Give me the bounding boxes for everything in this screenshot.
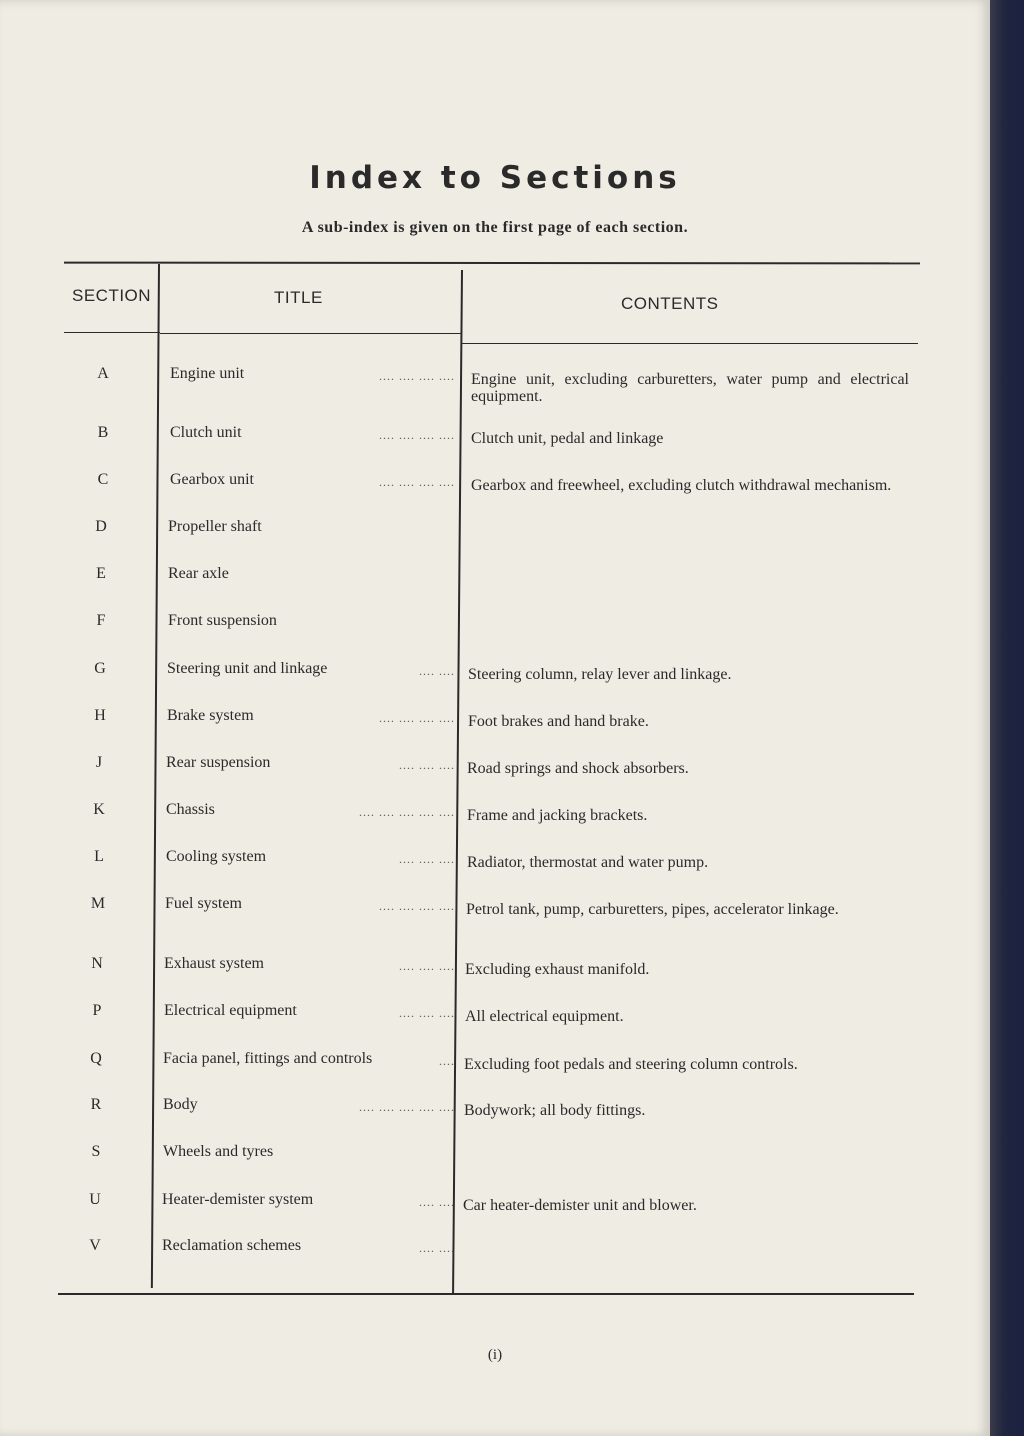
leader-dots: .... bbox=[439, 1054, 455, 1068]
section-title: Exhaust system bbox=[164, 955, 264, 972]
leader-dots: .... .... bbox=[419, 1241, 455, 1255]
table-row bbox=[0, 1096, 990, 1136]
table-bottom-rule bbox=[58, 1293, 914, 1295]
table-row bbox=[0, 754, 990, 794]
section-letter: F bbox=[96, 612, 106, 629]
section-contents: Frame and jacking brackets. bbox=[467, 807, 648, 824]
page-number: (i) bbox=[487, 1347, 503, 1363]
section-title: Heater-demister system bbox=[162, 1191, 314, 1208]
section-letter: L bbox=[94, 848, 104, 865]
leader-dots: .... .... .... .... bbox=[379, 475, 455, 489]
section-letter: C bbox=[97, 471, 109, 488]
section-contents: Bodywork; all body fittings. bbox=[464, 1102, 646, 1119]
leader-dots: .... .... .... bbox=[399, 758, 455, 772]
contents-column-header: CONTENTS bbox=[621, 294, 719, 313]
table-row bbox=[0, 707, 990, 747]
leader-dots: .... .... bbox=[419, 664, 455, 678]
section-contents: Excluding exhaust manifold. bbox=[465, 961, 650, 978]
section-letter: Q bbox=[90, 1050, 102, 1067]
section-column-header: SECTION bbox=[72, 286, 152, 305]
book-cover-edge bbox=[990, 0, 1024, 1436]
section-title: Reclamation schemes bbox=[162, 1237, 302, 1254]
section-letter: G bbox=[94, 660, 106, 677]
section-contents: Road springs and shock absorbers. bbox=[467, 760, 689, 777]
section-contents: All electrical equipment. bbox=[465, 1008, 624, 1025]
leader-dots: .... .... .... bbox=[399, 1006, 455, 1020]
table-row bbox=[0, 1050, 990, 1090]
leader-dots: .... .... .... bbox=[399, 852, 455, 866]
section-contents: Clutch unit, pedal and linkage bbox=[471, 430, 664, 447]
section-letter: A bbox=[97, 365, 109, 382]
section-letter: V bbox=[89, 1237, 101, 1254]
section-contents: Engine unit, excluding carburetters, water pump and electrical equipment. bbox=[471, 371, 909, 405]
section-letter: B bbox=[97, 424, 109, 441]
section-contents: Gearbox and freewheel, excluding clutch withdrawal mechanism. bbox=[471, 477, 892, 494]
section-title: Cooling system bbox=[166, 848, 267, 865]
section-title: Body bbox=[163, 1096, 198, 1113]
table-row bbox=[0, 848, 990, 888]
section-title: Brake system bbox=[167, 707, 254, 724]
table-row bbox=[0, 1237, 990, 1277]
table-row bbox=[0, 801, 990, 841]
table-top-rule bbox=[64, 262, 920, 265]
table-row bbox=[0, 895, 990, 935]
table-row bbox=[0, 518, 990, 558]
section-contents: Car heater-demister unit and blower. bbox=[463, 1197, 697, 1214]
section-title: Rear suspension bbox=[166, 754, 271, 771]
title-header-rule bbox=[160, 333, 462, 334]
section-contents: Excluding foot pedals and steering column controls. bbox=[464, 1056, 798, 1073]
table-row bbox=[0, 424, 990, 464]
section-letter: R bbox=[90, 1096, 102, 1113]
leader-dots: .... .... .... .... .... bbox=[359, 1100, 455, 1114]
leader-dots: .... .... .... .... bbox=[379, 711, 455, 725]
table-row bbox=[0, 565, 990, 605]
section-title: Gearbox unit bbox=[170, 471, 254, 488]
section-contents: Radiator, thermostat and water pump. bbox=[467, 854, 709, 871]
page-subtitle: A sub-index is given on the first page of each section. bbox=[301, 219, 689, 236]
section-title: Front suspension bbox=[168, 612, 277, 629]
section-contents: Steering column, relay lever and linkage. bbox=[468, 666, 732, 683]
table-row bbox=[0, 1002, 990, 1042]
section-letter: E bbox=[96, 565, 106, 582]
table-row bbox=[0, 660, 990, 700]
page-title: Index to Sections bbox=[309, 160, 681, 196]
section-letter: J bbox=[95, 754, 103, 771]
section-title: Fuel system bbox=[165, 895, 242, 912]
leader-dots: .... .... .... .... .... bbox=[359, 805, 455, 819]
section-title: Facia panel, fittings and controls bbox=[163, 1050, 373, 1067]
section-contents: Petrol tank, pump, carburetters, pipes, accelerator linkage. bbox=[466, 901, 839, 918]
table-row bbox=[0, 471, 990, 511]
leader-dots: .... .... .... .... bbox=[379, 899, 455, 913]
section-letter: U bbox=[89, 1191, 101, 1208]
leader-dots: .... .... .... .... bbox=[379, 428, 455, 442]
section-title: Engine unit bbox=[170, 365, 245, 382]
section-letter: S bbox=[91, 1143, 101, 1160]
title-column-header: TITLE bbox=[274, 288, 323, 307]
section-title: Clutch unit bbox=[170, 424, 242, 441]
table-row bbox=[0, 1143, 990, 1183]
section-letter: P bbox=[92, 1002, 102, 1019]
leader-dots: .... .... .... .... bbox=[379, 369, 455, 383]
leader-dots: .... .... .... bbox=[399, 959, 455, 973]
section-title: Wheels and tyres bbox=[163, 1143, 274, 1160]
section-title: Rear axle bbox=[168, 565, 229, 582]
section-letter: D bbox=[95, 518, 107, 535]
section-title: Steering unit and linkage bbox=[167, 660, 328, 677]
section-letter: K bbox=[93, 801, 105, 818]
table-row bbox=[0, 365, 990, 405]
section-title: Electrical equipment bbox=[164, 1002, 297, 1019]
leader-dots: .... .... bbox=[419, 1195, 455, 1209]
section-title: Chassis bbox=[166, 801, 215, 818]
section-header-rule bbox=[64, 332, 160, 333]
section-letter: M bbox=[90, 895, 106, 912]
section-title: Propeller shaft bbox=[168, 518, 262, 535]
table-row bbox=[0, 955, 990, 995]
contents-header-rule bbox=[462, 343, 918, 344]
section-contents: Foot brakes and hand brake. bbox=[468, 713, 649, 730]
section-letter: N bbox=[91, 955, 103, 972]
table-row bbox=[0, 612, 990, 652]
section-letter: H bbox=[94, 707, 106, 724]
table-row bbox=[0, 1191, 990, 1231]
